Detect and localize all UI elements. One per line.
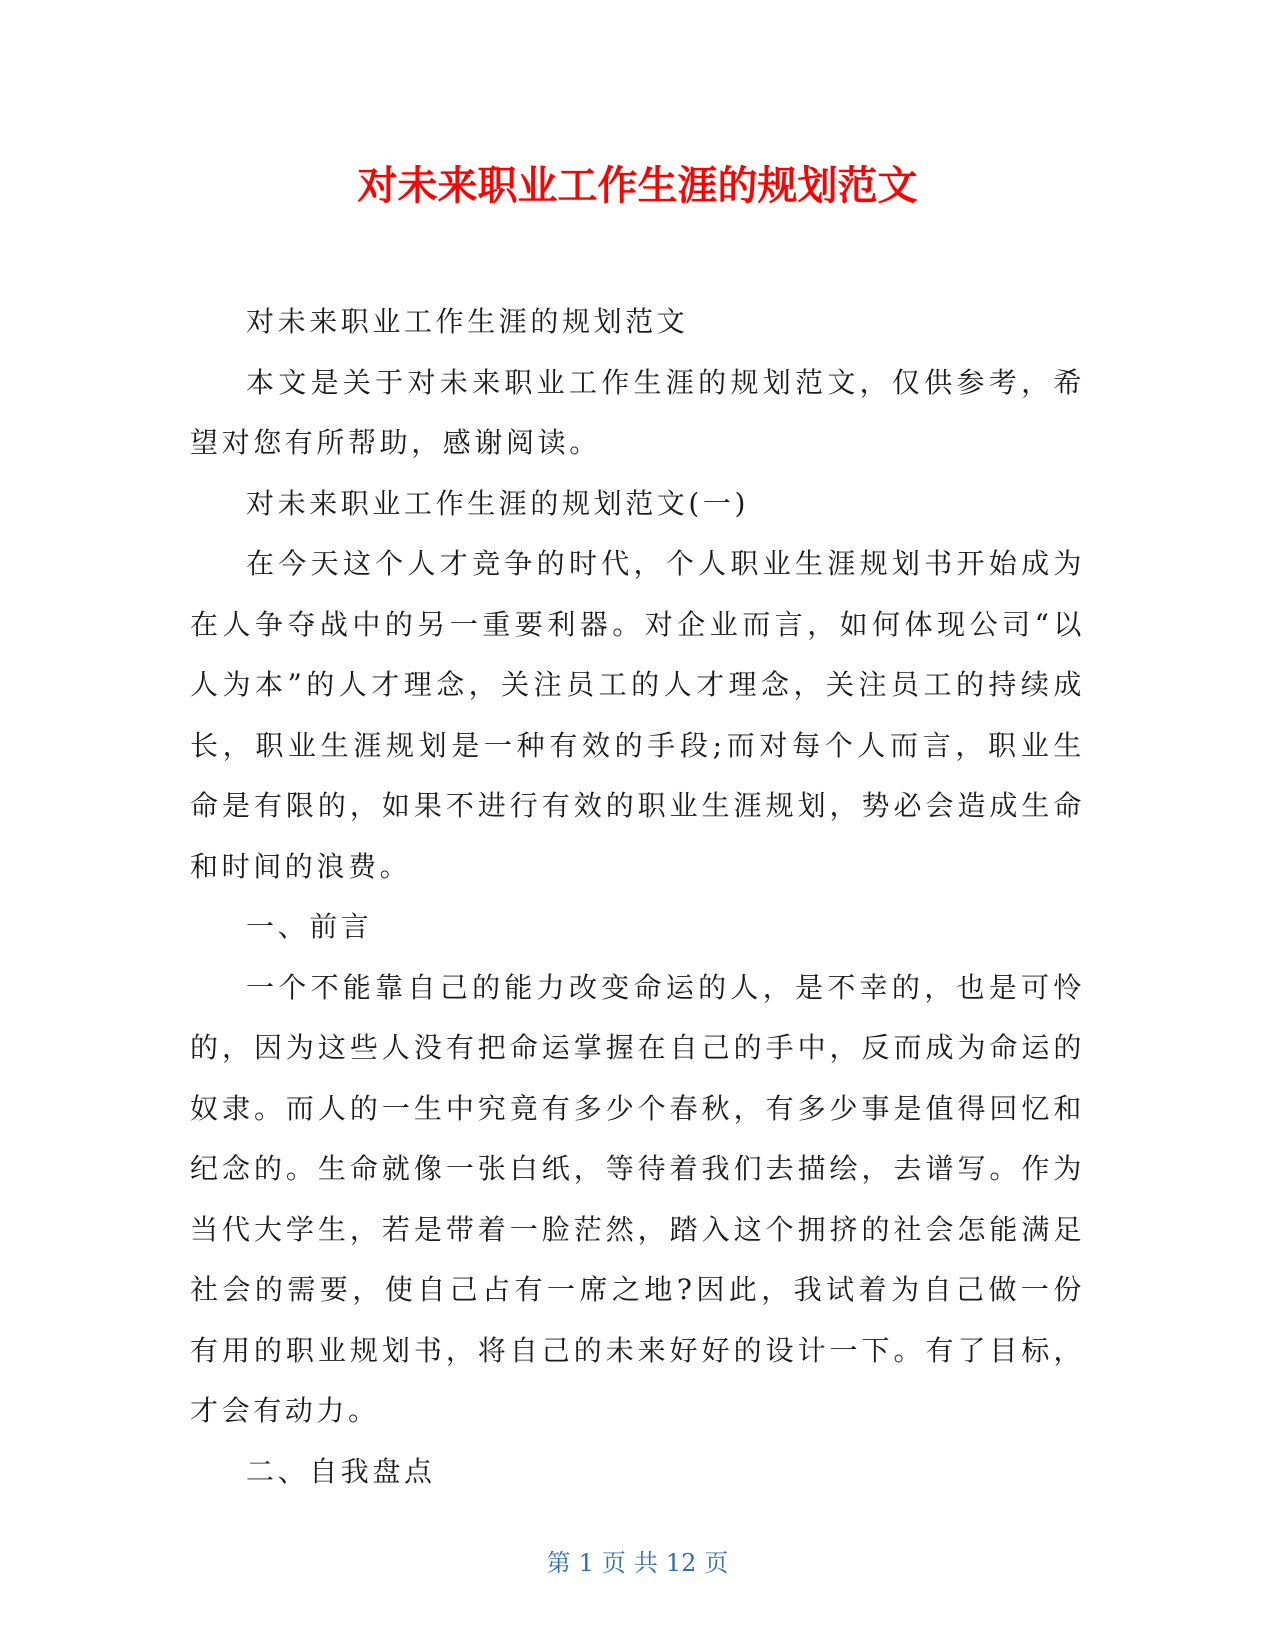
- total-page-count: 12: [665, 1549, 697, 1577]
- paragraph-intro: 本文是关于对未来职业工作生涯的规划范文，仅供参考，希望对您有所帮助，感谢阅读。: [190, 365, 1085, 459]
- section-heading-preface: 一、前言: [246, 910, 373, 943]
- footer-prefix: 第: [546, 1549, 571, 1577]
- paragraph-body: 一个不能靠自己的能力改变命运的人，是不幸的，也是可怜的，因为这些人没有把命运掌握在自己的手中，反而成为命运的奴隶。而人的一生中究竟有多少个春秋，有多少事是值得回忆和纪念的。生命就像一张白纸，等待着我们去描绘，去谱写。作为当代大学生，若是带着一脸茫然，踏入这个拥挤的社会怎能满足社会的需要，使自己占有一席之地?因此，我试着为自己做一份有用的职业规划书，将自己的未来好好的设计一下。有了目标，才会有动力。: [190, 970, 1085, 1427]
- section-heading-self-review: 二、自我盘点: [246, 1454, 436, 1488]
- paragraph-heading: 对未来职业工作生涯的规划范文: [246, 305, 689, 338]
- document-title: 对未来职业工作生涯的规划范文: [357, 163, 918, 209]
- paragraph-body: 在今天这个人才竞争的时代，个人职业生涯规划书开始成为在人争夺战中的另一重要利器。对企业而言，如何体现公司“以人为本”的人才理念，关注员工的人才理念，关注员工的持续成长，职业生涯规划是一种有效的手段;而对每个人而言，职业生命是有限的，如果不进行有效的职业生涯规划，势必会造成生命和时间的浪费。: [190, 547, 1085, 883]
- paragraph-section-title: 对未来职业工作生涯的规划范文(一): [246, 486, 750, 520]
- footer-total-prefix: 共: [633, 1549, 658, 1577]
- document-body: [190, 292, 1085, 1502]
- footer-page-label: 页: [601, 1549, 626, 1577]
- current-page-number: 1: [578, 1549, 594, 1577]
- page-footer: [0, 1548, 1275, 1578]
- footer-suffix: 页: [704, 1549, 729, 1577]
